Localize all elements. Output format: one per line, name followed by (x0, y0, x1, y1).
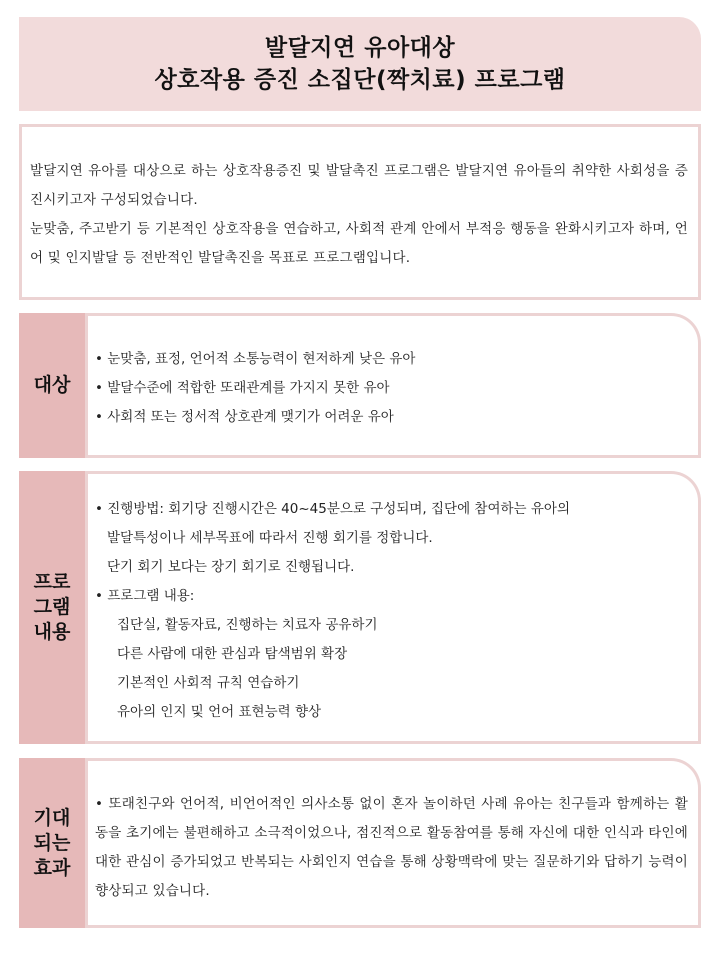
program-label-box (19, 471, 85, 744)
target-label: 대상 (33, 374, 71, 396)
program-label: 프로 그램 내용 (33, 571, 71, 643)
program-method-line: 발달특성이나 세부목표에 따라서 진행 회기를 정합니다. (107, 530, 433, 546)
target-content (88, 313, 701, 458)
program-content-item: 집단실, 활동자료, 진행하는 치료자 공유하기 (117, 617, 378, 633)
effect-label: 기대 되는 효과 (33, 806, 71, 879)
target-item: • 발달수준에 적합한 또래관계를 가지지 못한 유아 (95, 380, 390, 396)
target-label-box (19, 313, 85, 458)
program-content-item: 다른 사람에 대한 관심과 탐색범위 확장 (117, 646, 348, 662)
target-section (19, 313, 701, 458)
program-content-header: • 프로그램 내용: (95, 588, 195, 604)
program-method-line: 단기 회기 보다는 장기 회기로 진행됩니다. (107, 559, 355, 575)
target-item: • 눈맞춤, 표정, 언어적 소통능력이 현저하게 낮은 유아 (95, 351, 416, 367)
title-banner (19, 17, 701, 111)
effect-content (88, 758, 701, 928)
effect-paragraph: • 또래친구와 언어적, 비언어적인 의사소통 없이 혼자 놀이하던 사례 유아는 친구들과 함께하는 활동을 초기에는 불편해하고 소극적이었으나, 점진적으로 활동참여를 통해 자신에 대한 인식과 타인에 대한 관심이 증가되었고 반복되는 사회인지 연습을 통해 상황맥락에 맞는 질문하기와 답하기 능력이 향상되고 있습니다. (95, 796, 688, 899)
intro-paragraph-1: 발달지연 유아를 대상으로 하는 상호작용증진 및 발달촉진 프로그램은 발달지연 유아들의 취약한 사회성을 증진시키고자 구성되었습니다. (30, 163, 688, 208)
intro-box (19, 124, 701, 300)
program-content-item: 유아의 인지 및 언어 표현능력 향상 (117, 704, 322, 720)
effect-label-box (19, 758, 85, 928)
target-item: • 사회적 또는 정서적 상호관계 맺기가 어려운 유아 (95, 409, 394, 425)
page-title-line1: 발달지연 유아대상 (264, 35, 456, 61)
program-section (19, 471, 701, 744)
intro-paragraph-2: 눈맞춤, 주고받기 등 기본적인 상호작용을 연습하고, 사회적 관계 안에서 부적응 행동을 완화시키고자 하며, 언어 및 인지발달 등 전반적인 발달촉진을 목표로 프로그램입니다. (30, 221, 688, 266)
program-method-line: • 진행방법: 회기당 진행시간은 40~45분으로 구성되며, 집단에 참여하는 유아의 (95, 501, 570, 517)
page-title-line2: 상호작용 증진 소집단(짝치료) 프로그램 (154, 67, 566, 93)
program-content (88, 471, 701, 744)
program-content-item: 기본적인 사회적 규칙 연습하기 (117, 675, 300, 691)
effect-section (19, 758, 701, 928)
